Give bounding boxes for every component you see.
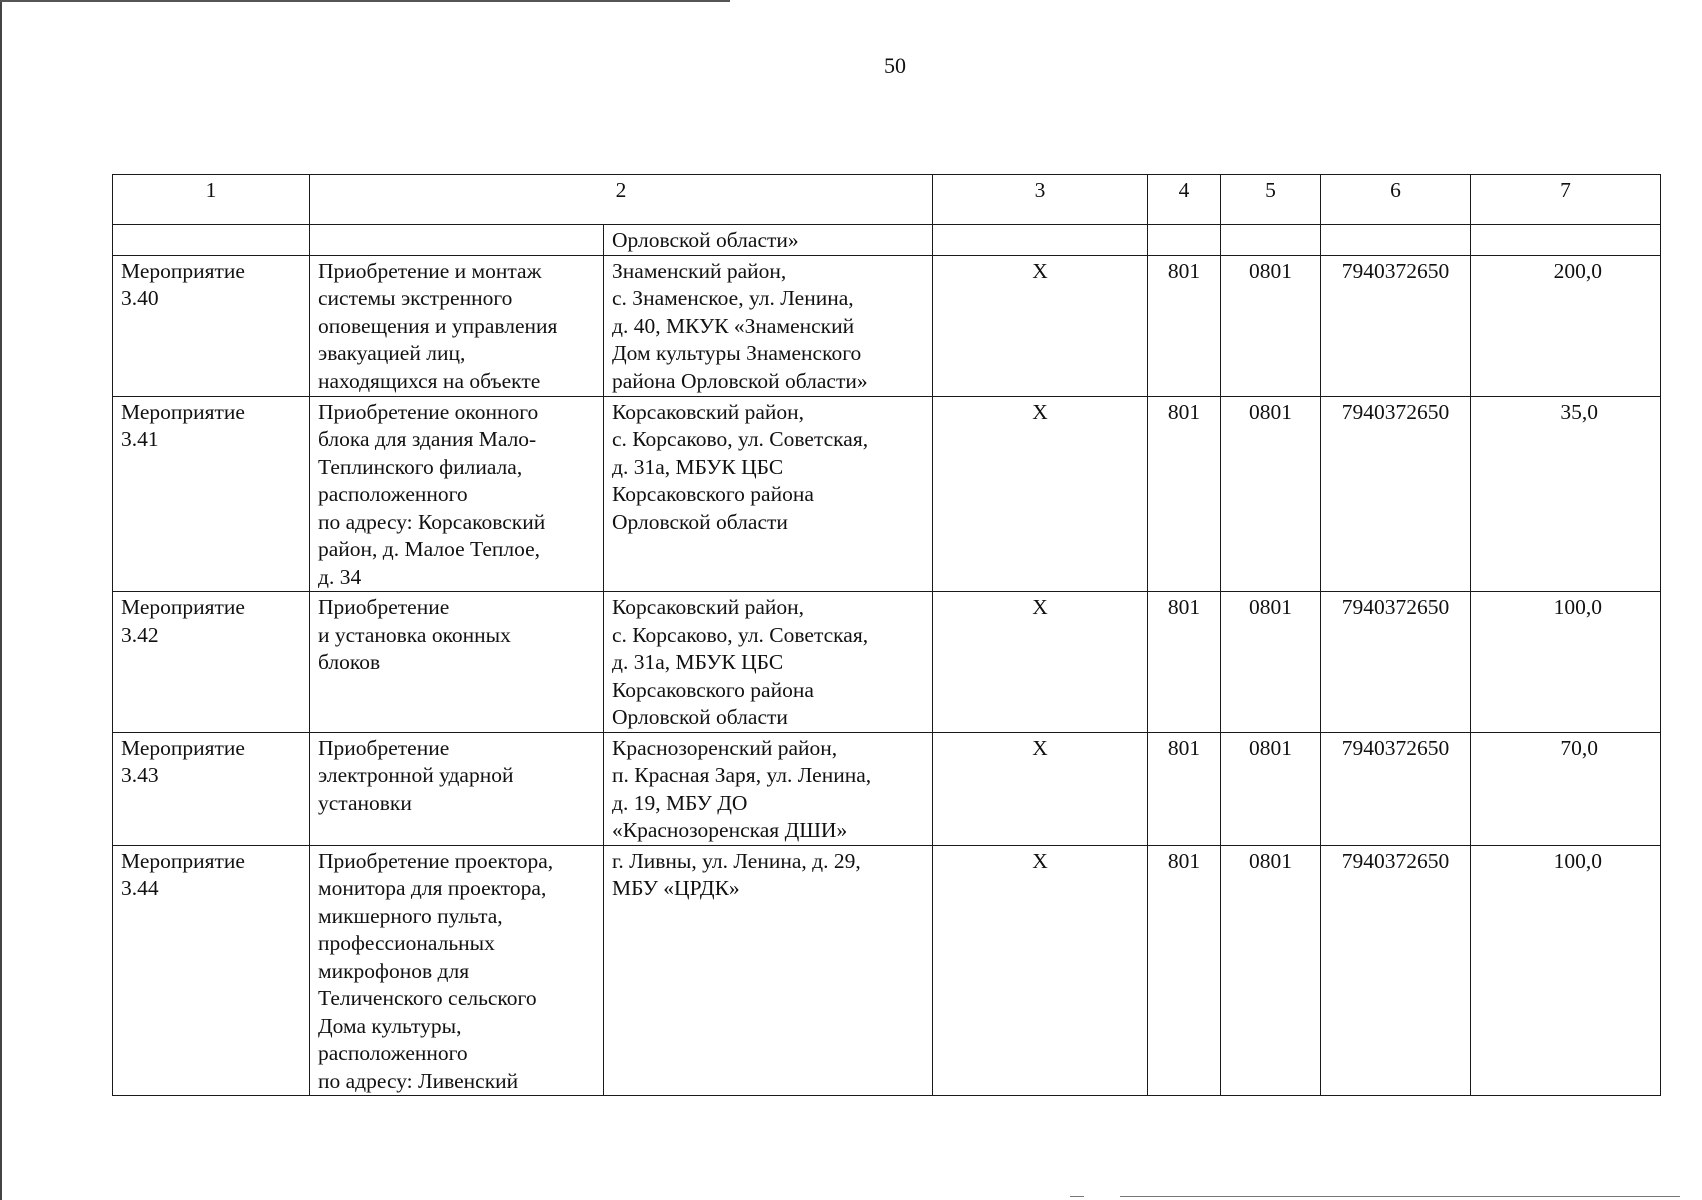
event-id: Мероприятие 3.42 <box>113 592 310 733</box>
document-table <box>112 174 1661 1096</box>
scan-mark-bottom <box>1120 1196 1680 1197</box>
col4-value: 801 <box>1148 592 1221 733</box>
col6-value: 7940372650 <box>1321 255 1471 396</box>
col7-value: 200,0 <box>1471 255 1661 396</box>
continuation-row <box>113 225 1661 256</box>
col6-value: 7940372650 <box>1321 845 1471 1096</box>
col4-value: 801 <box>1148 396 1221 592</box>
continuation-cell-1 <box>113 225 310 256</box>
col4-value: 801 <box>1148 845 1221 1096</box>
col6-value: 7940372650 <box>1321 592 1471 733</box>
col5-value: 0801 <box>1221 255 1321 396</box>
col5-value: 0801 <box>1221 732 1321 845</box>
event-id: Мероприятие 3.41 <box>113 396 310 592</box>
header-cell-1: 1 <box>113 175 310 225</box>
page-number: 50 <box>884 53 906 78</box>
col3-value: Х <box>933 255 1148 396</box>
header-cell-7: 7 <box>1471 175 1661 225</box>
col4-value: 801 <box>1148 255 1221 396</box>
event-description: Приобретение проектора, монитора для проектора, микшерного пульта, профессиональных микрофонов для Теличенского сельского Дома культуры, расположенного по адресу: Ливенский <box>310 845 604 1096</box>
continuation-cell-location: Орловской области» <box>604 225 933 256</box>
col5-value: 0801 <box>1221 396 1321 592</box>
table-row <box>113 255 1661 396</box>
table-row <box>113 732 1661 845</box>
continuation-cell-2 <box>310 225 604 256</box>
table-row <box>113 396 1661 592</box>
event-description: Приобретение оконного блока для здания Мало- Теплинского филиала, расположенного по адресу: Корсаковский район, д. Малое Теплое, д. 34 <box>310 396 604 592</box>
col7-value: 100,0 <box>1471 845 1661 1096</box>
event-description: Приобретение электронной ударной установки <box>310 732 604 845</box>
col7-value: 70,0 <box>1471 732 1661 845</box>
header-cell-3: 3 <box>933 175 1148 225</box>
scan-edge-left <box>0 0 2 1200</box>
table-row <box>113 845 1661 1096</box>
event-location: г. Ливны, ул. Ленина, д. 29, МБУ «ЦРДК» <box>604 845 933 1096</box>
event-id: Мероприятие 3.43 <box>113 732 310 845</box>
event-location: Корсаковский район, с. Корсаково, ул. Советская, д. 31а, МБУК ЦБС Корсаковского района Орловской области <box>604 592 933 733</box>
header-cell-6: 6 <box>1321 175 1471 225</box>
col7-value: 35,0 <box>1471 396 1661 592</box>
table-row <box>113 592 1661 733</box>
event-location: Краснозоренский район, п. Красная Заря, ул. Ленина, д. 19, МБУ ДО «Краснозоренская ДШИ» <box>604 732 933 845</box>
col5-value: 0801 <box>1221 592 1321 733</box>
event-description: Приобретение и установка оконных блоков <box>310 592 604 733</box>
event-id: Мероприятие 3.44 <box>113 845 310 1096</box>
col7-value: 100,0 <box>1471 592 1661 733</box>
col3-value: Х <box>933 845 1148 1096</box>
scan-edge-top <box>0 0 730 2</box>
header-cell-5: 5 <box>1221 175 1321 225</box>
event-location: Знаменский район, с. Знаменское, ул. Ленина, д. 40, МКУК «Знаменский Дом культуры Знаменского района Орловской области» <box>604 255 933 396</box>
event-id: Мероприятие 3.40 <box>113 255 310 396</box>
col5-value: 0801 <box>1221 845 1321 1096</box>
event-description: Приобретение и монтаж системы экстренного оповещения и управления эвакуацией лиц, находящихся на объекте <box>310 255 604 396</box>
col4-value: 801 <box>1148 732 1221 845</box>
scan-mark-bottom <box>1070 1196 1084 1197</box>
col6-value: 7940372650 <box>1321 396 1471 592</box>
col3-value: Х <box>933 396 1148 592</box>
event-location: Корсаковский район, с. Корсаково, ул. Советская, д. 31а, МБУК ЦБС Корсаковского района Орловской области <box>604 396 933 592</box>
col3-value: Х <box>933 732 1148 845</box>
col3-value: Х <box>933 592 1148 733</box>
header-row <box>113 175 1661 225</box>
header-cell-2: 2 <box>310 175 933 225</box>
col6-value: 7940372650 <box>1321 732 1471 845</box>
header-cell-4: 4 <box>1148 175 1221 225</box>
